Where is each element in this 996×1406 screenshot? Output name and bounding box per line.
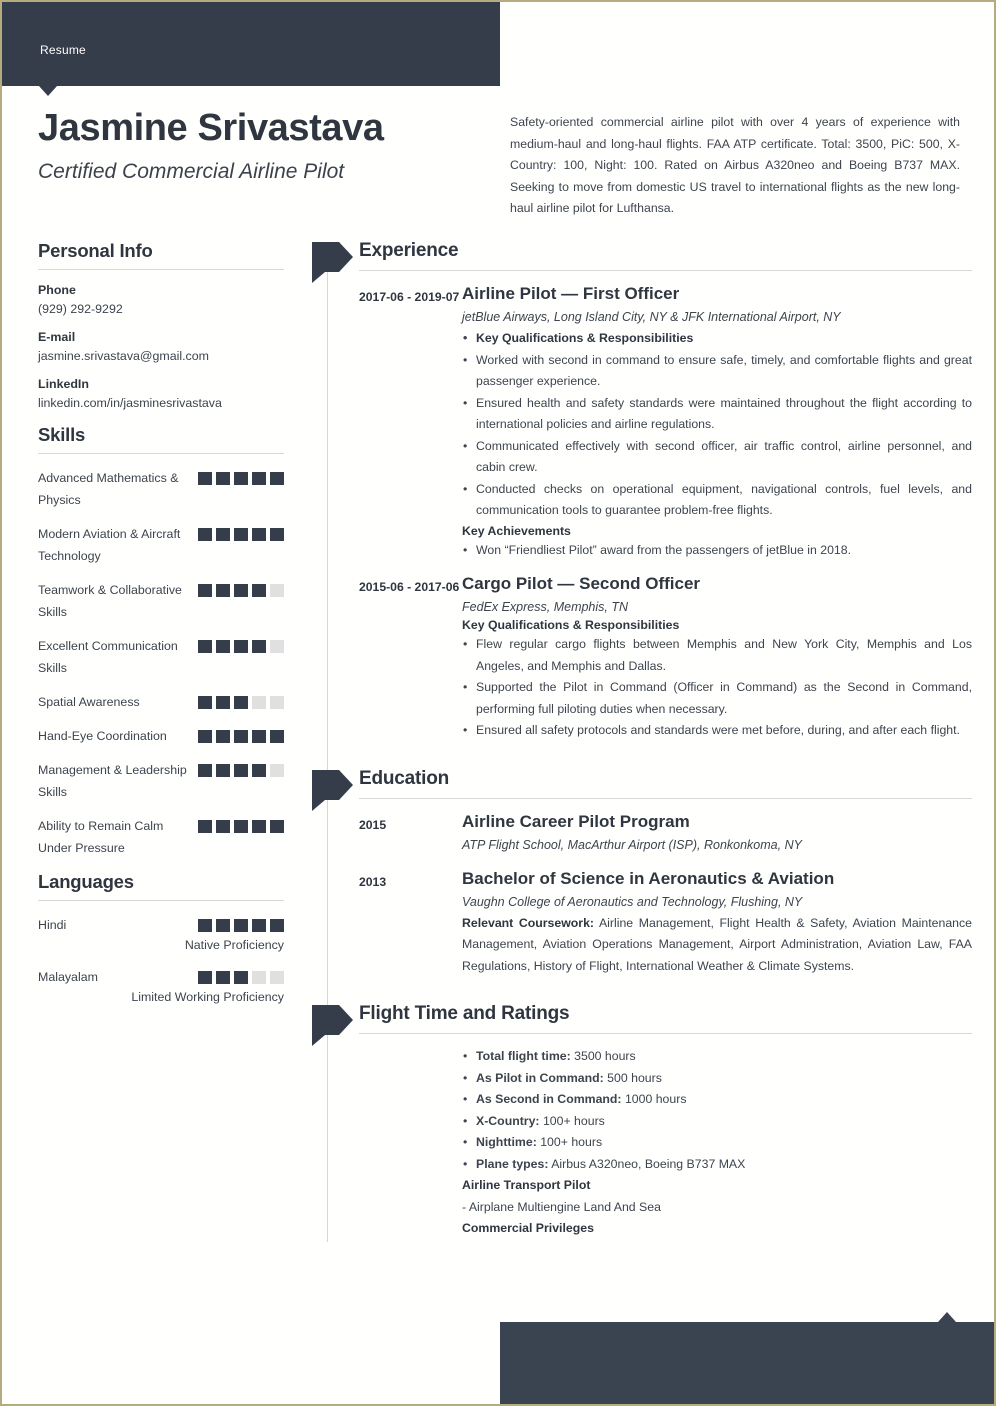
rating-dot xyxy=(198,820,212,833)
job-title: Airline Pilot — First Officer xyxy=(462,284,680,303)
flight-time-item: • Total flight time: 3500 hours xyxy=(462,1046,972,1068)
rating-dot xyxy=(198,696,212,709)
flight-time-item: • As Pilot in Command: 500 hours xyxy=(462,1068,972,1090)
flight-time-item: • X-Country: 100+ hours xyxy=(462,1111,972,1133)
rating-dot xyxy=(252,919,266,932)
skill-row xyxy=(38,579,284,623)
school-name: Vaughn College of Aeronautics and Technology, Flushing, NY xyxy=(462,894,803,909)
language-level: Native Proficiency xyxy=(184,938,284,952)
divider xyxy=(38,269,284,270)
skill-row xyxy=(38,725,284,747)
skill-name: Management & Leadership Skills xyxy=(38,763,187,799)
language-row xyxy=(38,966,284,1004)
rating-dot xyxy=(198,472,212,485)
bullet-item: • Key Qualifications & Responsibilities xyxy=(462,328,972,350)
rating-dot xyxy=(198,971,212,984)
skill-name: Teamwork & Collaborative Skills xyxy=(38,583,182,619)
skill-row xyxy=(38,635,284,679)
rating-dot xyxy=(252,472,266,485)
rating-dot xyxy=(216,696,230,709)
rating-dot xyxy=(216,472,230,485)
skills-section xyxy=(38,424,284,859)
job-employer: jetBlue Airways, Long Island City, NY & JFK International Airport, NY xyxy=(462,310,841,324)
rating-dot xyxy=(234,971,248,984)
job-bullets xyxy=(462,634,972,742)
rating-dot xyxy=(252,528,266,541)
rating-dots xyxy=(198,966,284,984)
divider xyxy=(359,1033,972,1034)
rating-dots xyxy=(198,523,284,541)
rating-dot xyxy=(270,730,284,743)
rating-dot xyxy=(216,820,230,833)
language-name: Malayalam xyxy=(38,970,98,984)
rating-dot xyxy=(234,472,248,485)
rating-dot xyxy=(234,919,248,932)
bottom-dark-banner xyxy=(500,1322,996,1404)
rating-dot xyxy=(234,584,248,597)
flight-time-item: • As Second in Command: 1000 hours xyxy=(462,1089,972,1111)
rating-dot xyxy=(198,919,212,932)
personal-info-value: (929) 292-9292 xyxy=(38,302,123,316)
rating-dot xyxy=(198,640,212,653)
personal-info-section xyxy=(38,240,284,410)
professional-summary: Safety-oriented commercial airline pilot with over 4 years of experience with medium-haul and long-haul flights. FAA ATP certificate. Total: 3500, PiC: 500, X-Country: 100, Night: 100. Rated on Airbus A320neo and Boeing B737 MAX. Seeking to move from domestic US travel to international flights as the new long-haul airline pilot for Lufthansa. xyxy=(510,115,960,215)
languages-section xyxy=(38,871,284,1004)
achievements-label: Key Achievements xyxy=(462,523,571,538)
rating-dot xyxy=(252,820,266,833)
personal-info-value: jasmine.srivastava@gmail.com xyxy=(38,349,209,363)
divider xyxy=(38,453,284,454)
main-content xyxy=(312,240,972,1242)
language-level: Limited Working Proficiency xyxy=(131,990,284,1004)
skill-name: Hand-Eye Coordination xyxy=(38,729,167,743)
personal-info-heading: Personal Info xyxy=(38,240,153,261)
experience-entry xyxy=(359,574,972,742)
rating-dot xyxy=(252,696,266,709)
rating-dots xyxy=(198,579,284,597)
education-entry xyxy=(359,812,972,856)
rating-dot xyxy=(252,730,266,743)
rating-dot xyxy=(198,584,212,597)
rating-dots xyxy=(198,691,284,709)
rating-dot xyxy=(216,528,230,541)
degree-title: Bachelor of Science in Aeronautics & Aviation xyxy=(462,868,835,888)
education-section xyxy=(312,768,972,978)
education-entry xyxy=(359,869,972,978)
education-year: 2013 xyxy=(359,874,387,889)
rating-dot xyxy=(252,640,266,653)
skill-name: Excellent Communication Skills xyxy=(38,639,178,675)
rating-dot xyxy=(270,696,284,709)
banner-notch-up-icon xyxy=(938,1312,956,1322)
personal-info-label: LinkedIn xyxy=(38,377,89,391)
bullet-item: • Communicated effectively with second officer, air traffic control, airline personnel, and cabin crew. xyxy=(462,436,972,479)
rating-dot xyxy=(216,764,230,777)
rating-dot xyxy=(198,730,212,743)
rating-dot xyxy=(234,730,248,743)
personal-info-item xyxy=(38,377,284,410)
bullet-item: • Flew regular cargo flights between Memphis and New York City, Memphis and Los Angeles, and Memphis and Dallas. xyxy=(462,634,972,677)
bullet-item: • Ensured health and safety standards were maintained throughout the flight according to international policies and airline regulations. xyxy=(462,393,972,436)
rating-dot xyxy=(234,640,248,653)
education-heading: Education xyxy=(359,767,450,789)
bullet-item: • Supported the Pilot in Command (Officer in Command) as the Second in Command, performing full piloting duties when necessary. xyxy=(462,677,972,720)
rating-dot xyxy=(270,528,284,541)
rating-dots xyxy=(198,759,284,777)
rating-dot xyxy=(216,640,230,653)
job-employer: FedEx Express, Memphis, TN xyxy=(462,600,629,614)
rating-dots xyxy=(198,635,284,653)
skill-row xyxy=(38,467,284,511)
banner-notch-down-icon xyxy=(39,86,57,96)
flight-time-list xyxy=(462,1046,972,1240)
personal-info-item xyxy=(38,330,284,363)
rating-dot xyxy=(252,584,266,597)
rating-dot xyxy=(270,919,284,932)
job-title: Cargo Pilot — Second Officer xyxy=(462,574,701,593)
personal-info-item xyxy=(38,283,284,316)
rating-dots xyxy=(198,815,284,833)
rating-dot xyxy=(270,584,284,597)
personal-info-label: Phone xyxy=(38,283,76,297)
rating-detail: - Airplane Multiengine Land And Sea xyxy=(462,1199,661,1214)
top-dark-banner xyxy=(2,2,500,86)
rating-dot xyxy=(270,820,284,833)
job-dates: 2015-06 - 2017-06 xyxy=(359,580,460,594)
qualifications-label: Key Qualifications & Responsibilities xyxy=(462,618,680,632)
degree-title: Airline Career Pilot Program xyxy=(462,811,690,831)
language-name: Hindi xyxy=(38,918,67,932)
personal-info-label: E-mail xyxy=(38,330,76,344)
skill-name: Spatial Awareness xyxy=(38,695,140,709)
skills-heading: Skills xyxy=(38,424,86,445)
candidate-name: Jasmine Srivastava xyxy=(38,107,384,149)
bullet-item: • Conducted checks on operational equipment, navigational controls, fuel levels, and communication tools to guarantee problem-free flights. xyxy=(462,479,972,522)
rating-dots xyxy=(198,725,284,743)
experience-entry xyxy=(359,284,972,561)
job-achievements xyxy=(462,540,972,562)
job-dates: 2017-06 - 2019-07 xyxy=(359,290,460,304)
flight-time-section xyxy=(312,1003,972,1240)
rating-dot xyxy=(270,472,284,485)
skill-name: Ability to Remain Calm Under Pressure xyxy=(38,819,164,855)
experience-heading: Experience xyxy=(359,240,459,261)
document-tab-label: Resume xyxy=(40,43,86,57)
bullet-item: • Worked with second in command to ensure safe, timely, and comfortable flights and great passenger experience. xyxy=(462,350,972,393)
experience-section xyxy=(312,240,972,742)
school-name: ATP Flight School, MacArthur Airport (ISP), Ronkonkoma, NY xyxy=(462,837,802,852)
divider xyxy=(38,900,284,901)
skill-name: Modern Aviation & Aircraft Technology xyxy=(38,527,181,563)
rating-dot xyxy=(198,528,212,541)
rating-dot xyxy=(234,820,248,833)
rating-title: Airline Transport Pilot xyxy=(462,1178,591,1192)
job-bullets xyxy=(462,328,972,522)
skill-name: Advanced Mathematics & Physics xyxy=(38,471,179,507)
skill-row xyxy=(38,759,284,803)
rating-dot xyxy=(216,919,230,932)
rating-dots xyxy=(198,467,284,485)
flight-time-item: • Nighttime: 100+ hours xyxy=(462,1132,972,1154)
rating-dot xyxy=(252,971,266,984)
skill-row xyxy=(38,815,284,859)
rating-dot xyxy=(216,730,230,743)
personal-info-value: linkedin.com/in/jasminesrivastava xyxy=(38,396,222,410)
skill-row xyxy=(38,523,284,567)
left-sidebar xyxy=(38,240,284,1018)
skill-row xyxy=(38,691,284,713)
education-year: 2015 xyxy=(359,817,387,832)
rating-dot xyxy=(198,764,212,777)
rating-dot xyxy=(216,584,230,597)
rating-dot xyxy=(234,528,248,541)
rating-dot xyxy=(252,764,266,777)
rating-dots xyxy=(198,914,284,932)
divider xyxy=(359,798,972,799)
rating-dot xyxy=(234,696,248,709)
relevant-coursework: Relevant Coursework: Airline Management, Flight Health & Safety, Aviation Maintenance Management, Aviation Operations Management, Airport Administration, Aviation Law, FAA Regulations, History of Flight, International Weather & Climate Systems. xyxy=(462,915,972,973)
language-row xyxy=(38,914,284,952)
rating-dot xyxy=(270,971,284,984)
bullet-item: • Ensured all safety protocols and standards were met before, during, and after each flight. xyxy=(462,720,972,742)
languages-heading: Languages xyxy=(38,871,134,892)
rating-dot xyxy=(234,764,248,777)
flight-time-item: • Plane types: Airbus A320neo, Boeing B737 MAX xyxy=(462,1154,972,1176)
bullet-item: • Won “Friendliest Pilot” award from the passengers of jetBlue in 2018. xyxy=(462,540,972,562)
candidate-role: Certified Commercial Airline Pilot xyxy=(38,160,345,183)
commercial-privileges: Commercial Privileges xyxy=(462,1221,594,1235)
divider xyxy=(359,270,972,271)
rating-dot xyxy=(270,640,284,653)
rating-dot xyxy=(270,764,284,777)
flight-time-heading: Flight Time and Ratings xyxy=(359,1003,570,1024)
rating-dot xyxy=(216,971,230,984)
